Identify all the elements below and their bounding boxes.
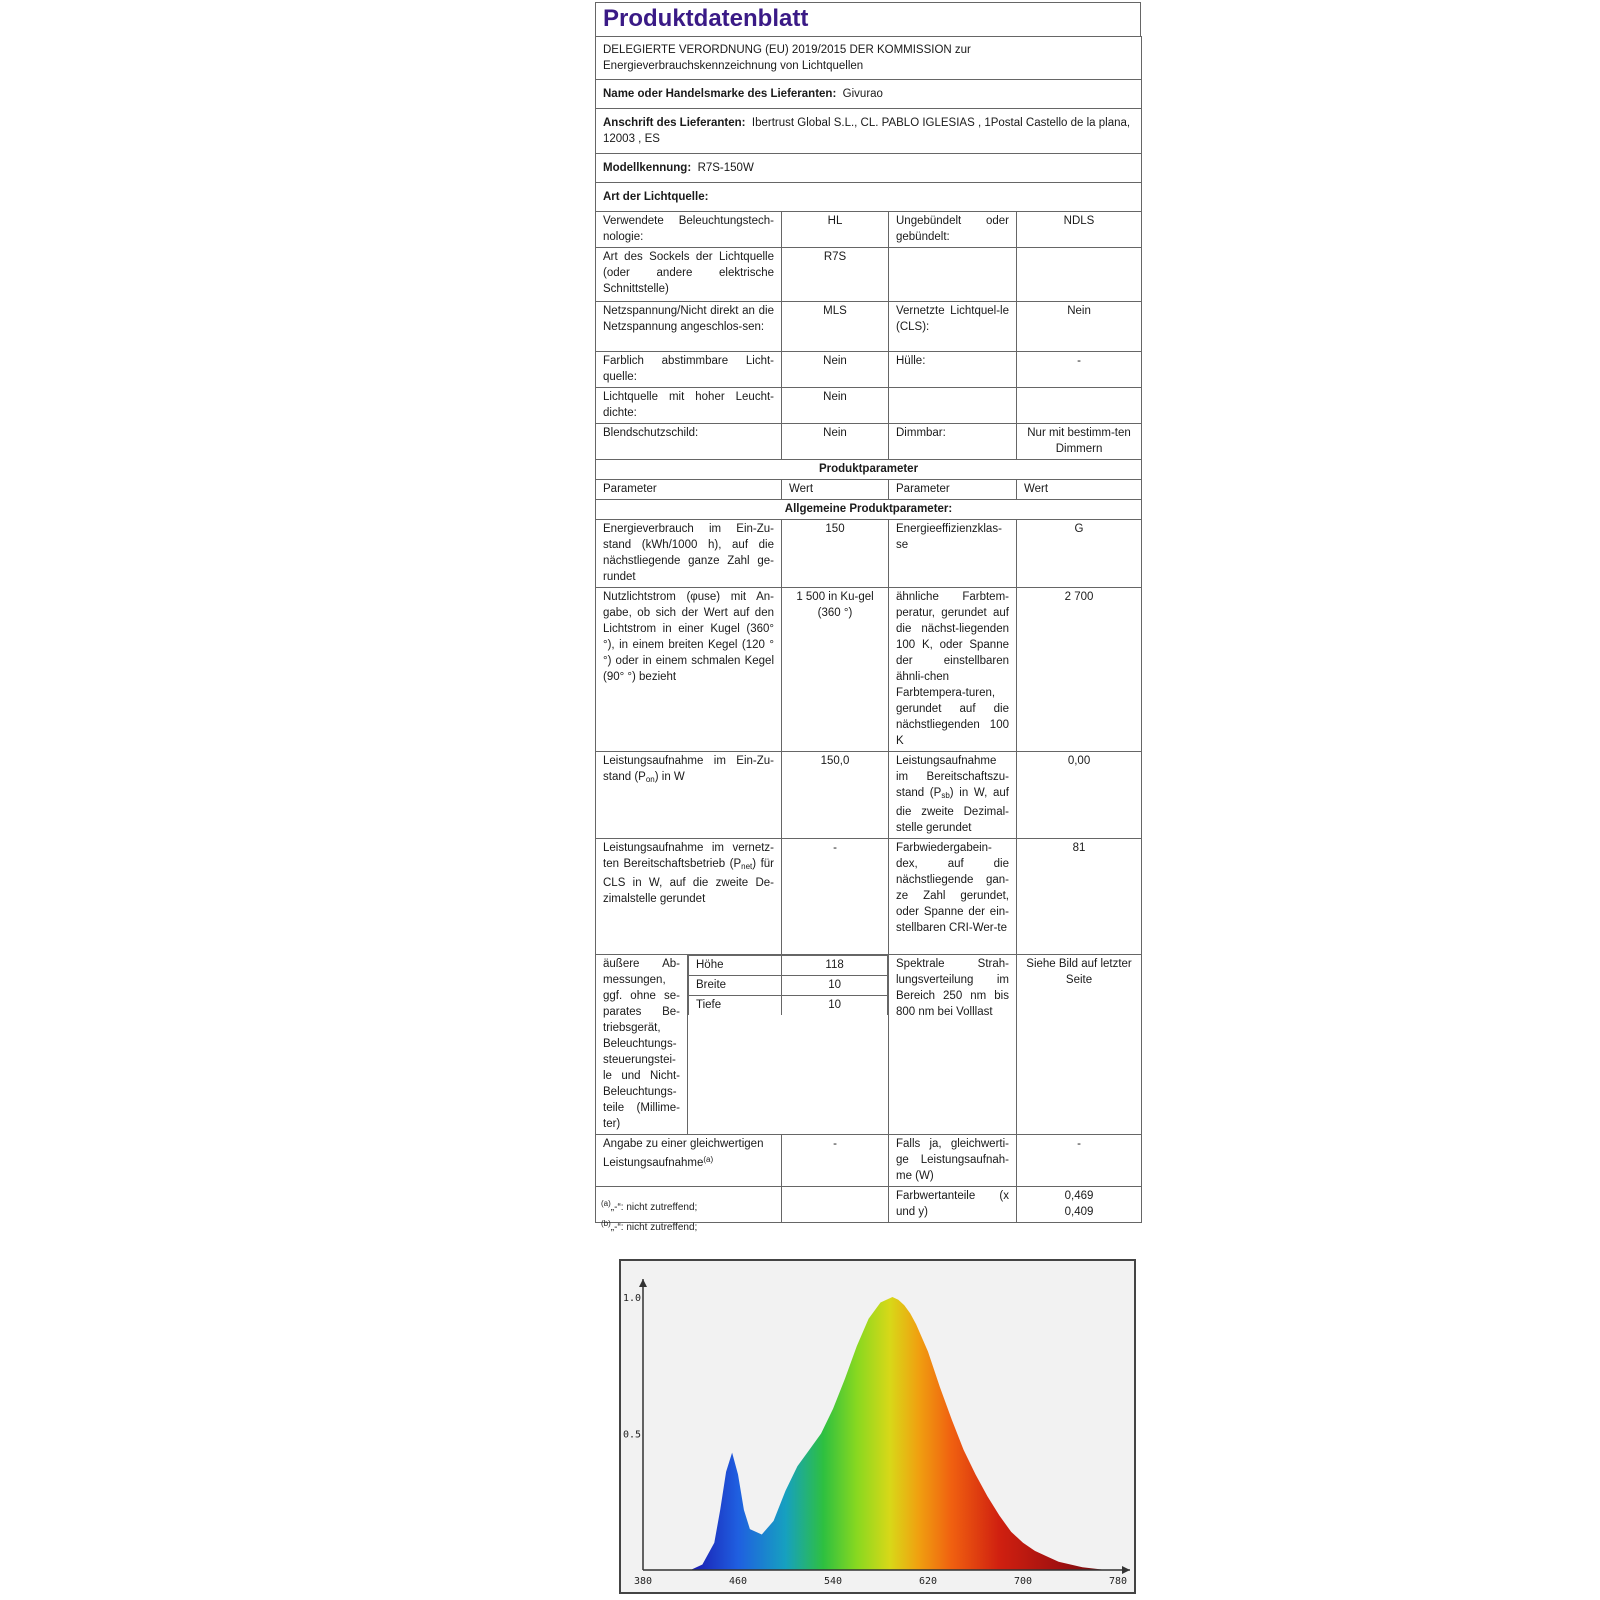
param-cell: Leistungsaufnahme im Ein-Zu-stand $(P_{on})$ in W [596,752,782,839]
param-cell: Leistungsaufnahme im vernetz-ten Bereitschaftsbetrieb $(P_{net})$ für CLS in W, auf die zweite De-zimalstelle gerundet [596,839,782,955]
column-header-row [596,480,1142,500]
supplier-address-value: Ibertrust Global S.L., CL. PABLO IGLESIAS , 1Postal Castello de la plana, 12003 , ES [603,117,1131,145]
x-tick-label: 540 [823,1576,843,1587]
type-value: Nein [782,424,889,460]
type-param: Farblich abstimmbare Licht-quelle: [596,352,782,388]
type-row [596,352,1142,388]
dim-name: Tiefe [689,996,782,1016]
type-row [596,248,1142,302]
x-tick-label: 380 [633,1576,653,1587]
dimensions-label: äußere Ab-messungen, ggf. ohne se-parates Be-triebsgerät, Beleuchtungs-steuerungstei-le und Nicht-Beleuchtungs-teile (Millime-ter) [596,955,688,1135]
type-param: Dimmbar: [889,424,1017,460]
flux-row [596,588,1142,752]
energy-row [596,520,1142,588]
dim-name: Breite [689,976,782,996]
supplier-name-label: Name oder Handelsmarke des Lieferanten: [603,88,837,100]
model-label: Modellkennung: [603,162,692,174]
y-tick-label: 0.5 [622,1429,641,1441]
value-cell: - [782,1135,889,1187]
dim-value: 118 [782,956,888,976]
type-param: Hülle: [889,352,1017,388]
type-row [596,388,1142,424]
column-header: Wert [782,480,889,500]
type-param: Ungebündelt oder gebündelt: [889,212,1017,248]
type-param: Vernetzte Lichtquel-le (CLS): [889,302,1017,352]
x-tick-label: 620 [918,1576,938,1587]
x-tick-label: 700 [1013,1576,1033,1587]
param-cell: Falls ja, gleichwerti-ge Leistungsaufnah-me (W) [889,1135,1017,1187]
dimensions-cell [688,955,889,1135]
spectral-chart-svg [595,1255,1145,1600]
dimensions-row [596,955,1142,1135]
value-cell: Siehe Bild auf letzter Seite [1017,955,1142,1135]
power-on-row [596,752,1142,839]
type-param [889,388,1017,424]
y-tick-label: 1.0 [622,1293,641,1304]
value-cell: - [782,839,889,955]
param-cell: Nutzlichtstrom (φuse) mit An-gabe, ob sich der Wert auf den Lichtstrom in einer Kugel (360° °), in einem breiten Kegel (120 °°) oder in einem schmalen Kegel (90° °) bezieht [596,588,782,752]
type-row [596,424,1142,460]
page-title: Produktdatenblatt [595,2,1141,36]
value-cell: 150 [782,520,889,588]
type-param: Lichtquelle mit hoher Leucht-dichte: [596,388,782,424]
supplier-address-row [596,109,1142,154]
value-cell [782,1187,889,1223]
param-cell: Angabe zu einer gleichwertigen Leistungsaufnahme$^{(a)}$ [596,1135,782,1187]
product-parameters-heading: Produktparameter [596,460,1142,480]
param-cell: ähnliche Farbtem-peratur, gerundet auf die nächst-liegenden 100 K, oder Spanne der einstellbaren ähnli-chen Farbtempera-turen, gerundet auf die nächstliegenden 100 K [889,588,1017,752]
param-cell: Farbwiedergabein-dex, auf die nächstliegende gan-ze Zahl gerundet, oder Spanne der ein-stellbaren CRI-Wer-te [889,839,1017,955]
model-row [596,154,1142,183]
type-value [1017,388,1142,424]
footnote-a: $^{(a)}$„-“: nicht zutreffend; [601,1199,698,1213]
dimensions-table [688,955,888,1015]
type-param: Verwendete Beleuchtungstech-nologie: [596,212,782,248]
model-value: R7S-150W [697,162,754,174]
type-value: Nein [782,388,889,424]
type-value [1017,248,1142,302]
type-value: - [1017,352,1142,388]
param-cell: Leistungsaufnahme im Bereitschaftszu-stand $(P_{sb})$ in W, auf die zweite Dezimal-stelle gerundet [889,752,1017,839]
param-cell: Energieverbrauch im Ein-Zu-stand (kWh/1000 h), auf die nächstliegende ganze Zahl ge-rundet [596,520,782,588]
type-value: Nein [782,352,889,388]
type-value: R7S [782,248,889,302]
general-parameters-heading: Allgemeine Produktparameter: [596,500,1142,520]
column-header: Parameter [596,480,782,500]
spectral-chart [595,1255,1145,1600]
value-cell: 81 [1017,839,1142,955]
dim-value: 10 [782,996,888,1016]
supplier-name-row [596,80,1142,109]
type-param: Netzspannung/Nicht direkt an die Netzspannung angeschlos-sen: [596,302,782,352]
value-cell: 0,00 [1017,752,1142,839]
supplier-address-label: Anschrift des Lieferanten: [603,117,746,129]
type-value: NDLS [1017,212,1142,248]
x-tick-label: 780 [1108,1576,1128,1587]
x-tick-label: 460 [728,1576,748,1587]
type-param: Blendschutzschild: [596,424,782,460]
type-row [596,302,1142,352]
type-value: Nur mit bestimm-ten Dimmern [1017,424,1142,460]
column-header: Parameter [889,480,1017,500]
dim-value: 10 [782,976,888,996]
value-cell: 2 700 [1017,588,1142,752]
power-net-row [596,839,1142,955]
param-cell: Energieeffizienzklas-se [889,520,1017,588]
light-source-type-label: Art der Lichtquelle: [596,183,1142,212]
value-cell: G [1017,520,1142,588]
product-data-sheet [595,2,1141,1223]
value-cell: 0,469 0,409 [1017,1187,1142,1223]
param-cell: Spektrale Strah-lungsverteilung im Bereich 250 nm bis 800 nm bei Volllast [889,955,1017,1135]
footnote-b: $^{(b)}$„-“: nicht zutreffend; [601,1219,698,1233]
regulation-text: DELEGIERTE VERORDNUNG (EU) 2019/2015 DER KOMMISSION zur Energieverbrauchskennzeichnung von Lichtquellen [596,37,1142,80]
dim-name: Höhe [689,956,782,976]
value-cell: - [1017,1135,1142,1187]
type-value: HL [782,212,889,248]
supplier-name-value: Givurao [842,88,883,100]
column-header: Wert [1017,480,1142,500]
data-table [595,36,1142,1223]
value-cell: 150,0 [782,752,889,839]
type-param [889,248,1017,302]
equivalent-row [596,1135,1142,1187]
type-value: MLS [782,302,889,352]
type-value: Nein [1017,302,1142,352]
param-cell: Farbwertanteile (x und y) [889,1187,1017,1223]
value-cell: 1 500 in Ku-gel (360 °) [782,588,889,752]
type-param: Art des Sockels der Lichtquelle (oder andere elektrische Schnittstelle) [596,248,782,302]
type-row [596,212,1142,248]
